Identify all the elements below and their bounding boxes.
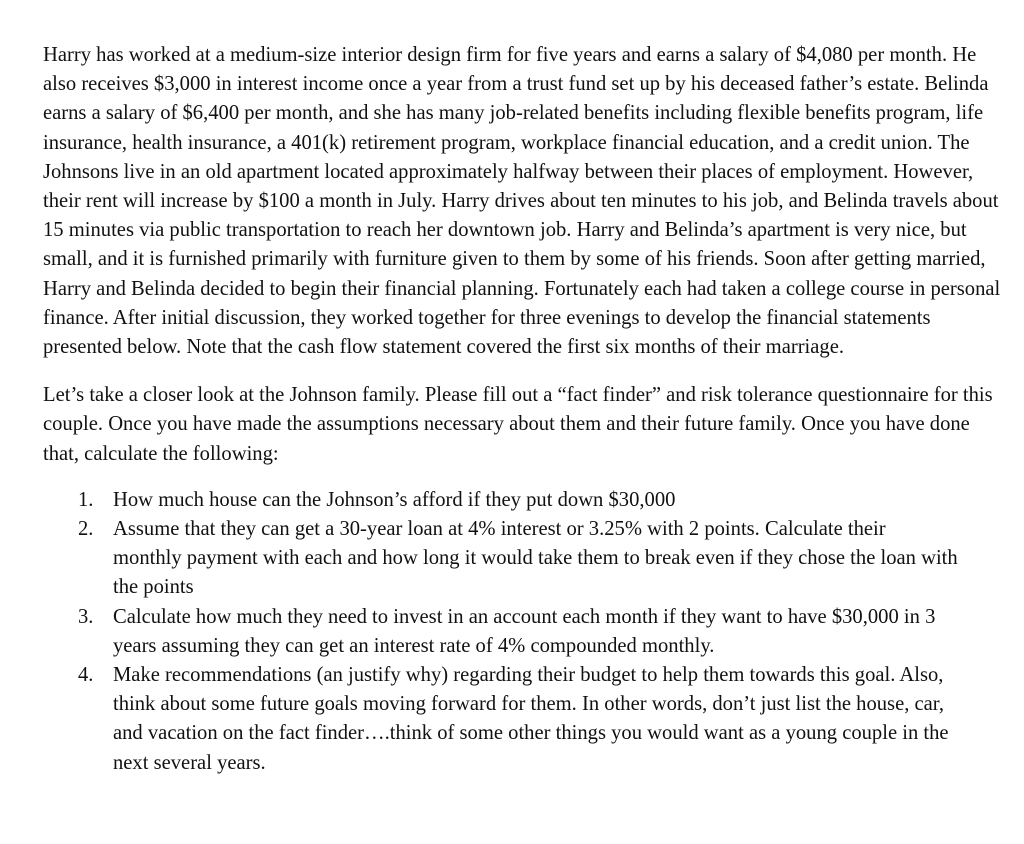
instructions-paragraph: Let’s take a closer look at the Johnson family. Please fill out a “fact finder” and risk tolerance questionnaire for this couple. Once you have made the assumptions necessary about them and their future family. Once you have done that, calculate the following: (43, 384, 993, 465)
list-item-number: 2. (78, 518, 94, 541)
list-item (43, 486, 958, 515)
document-page (43, 41, 1003, 778)
list-item-text: Assume that they can get a 30-year loan at 4% interest or 3.25% with 2 points. Calculate their monthly payment with each and how long it would take them to break even if they chose the loan with the points (113, 518, 958, 599)
list-item-number: 3. (78, 605, 94, 628)
list-item (43, 515, 958, 603)
list-item-text: Calculate how much they need to invest in an account each month if they want to have $30,000 in 3 years assuming they can get an interest rate of 4% compounded monthly. (113, 605, 936, 657)
list-item (43, 603, 958, 661)
list-item-number: 1. (78, 488, 94, 511)
task-list (43, 486, 1003, 778)
list-item (43, 661, 958, 778)
list-item-text: How much house can the Johnson’s afford if they put down $30,000 (113, 488, 676, 511)
case-description-paragraph: Harry has worked at a medium-size interior design firm for five years and earns a salary of $4,080 per month. He also receives $3,000 in interest income once a year from a trust fund set up by his deceased father’s estate. Belinda earns a salary of $6,400 per month, and she has many job-related benefits including flexible benefits program, life insurance, health insurance, a 401(k) retirement program, workplace financial education, and a credit union. The Johnsons live in an old apartment located approximately halfway between their places of employment. However, their rent will increase by $100 a month in July. Harry drives about ten minutes to his job, and Belinda travels about 15 minutes via public transportation to reach her downtown job. Harry and Belinda’s apartment is very nice, but small, and it is furnished primarily with furniture given to them by some of his friends. Soon after getting married, Harry and Belinda decided to begin their financial planning. Fortunately each had taken a college course in personal finance. After initial discussion, they worked together for three evenings to develop the financial statements presented below. Note that the cash flow statement covered the first six months of their marriage. (43, 44, 1001, 359)
list-item-number: 4. (78, 664, 94, 687)
list-item-text: Make recommendations (an justify why) regarding their budget to help them towards this goal. Also, think about some future goals moving forward for them. In other words, don’t just list the house, car, and vacation on the fact finder….think of some other things you would want as a young couple in the next several years. (113, 664, 949, 774)
